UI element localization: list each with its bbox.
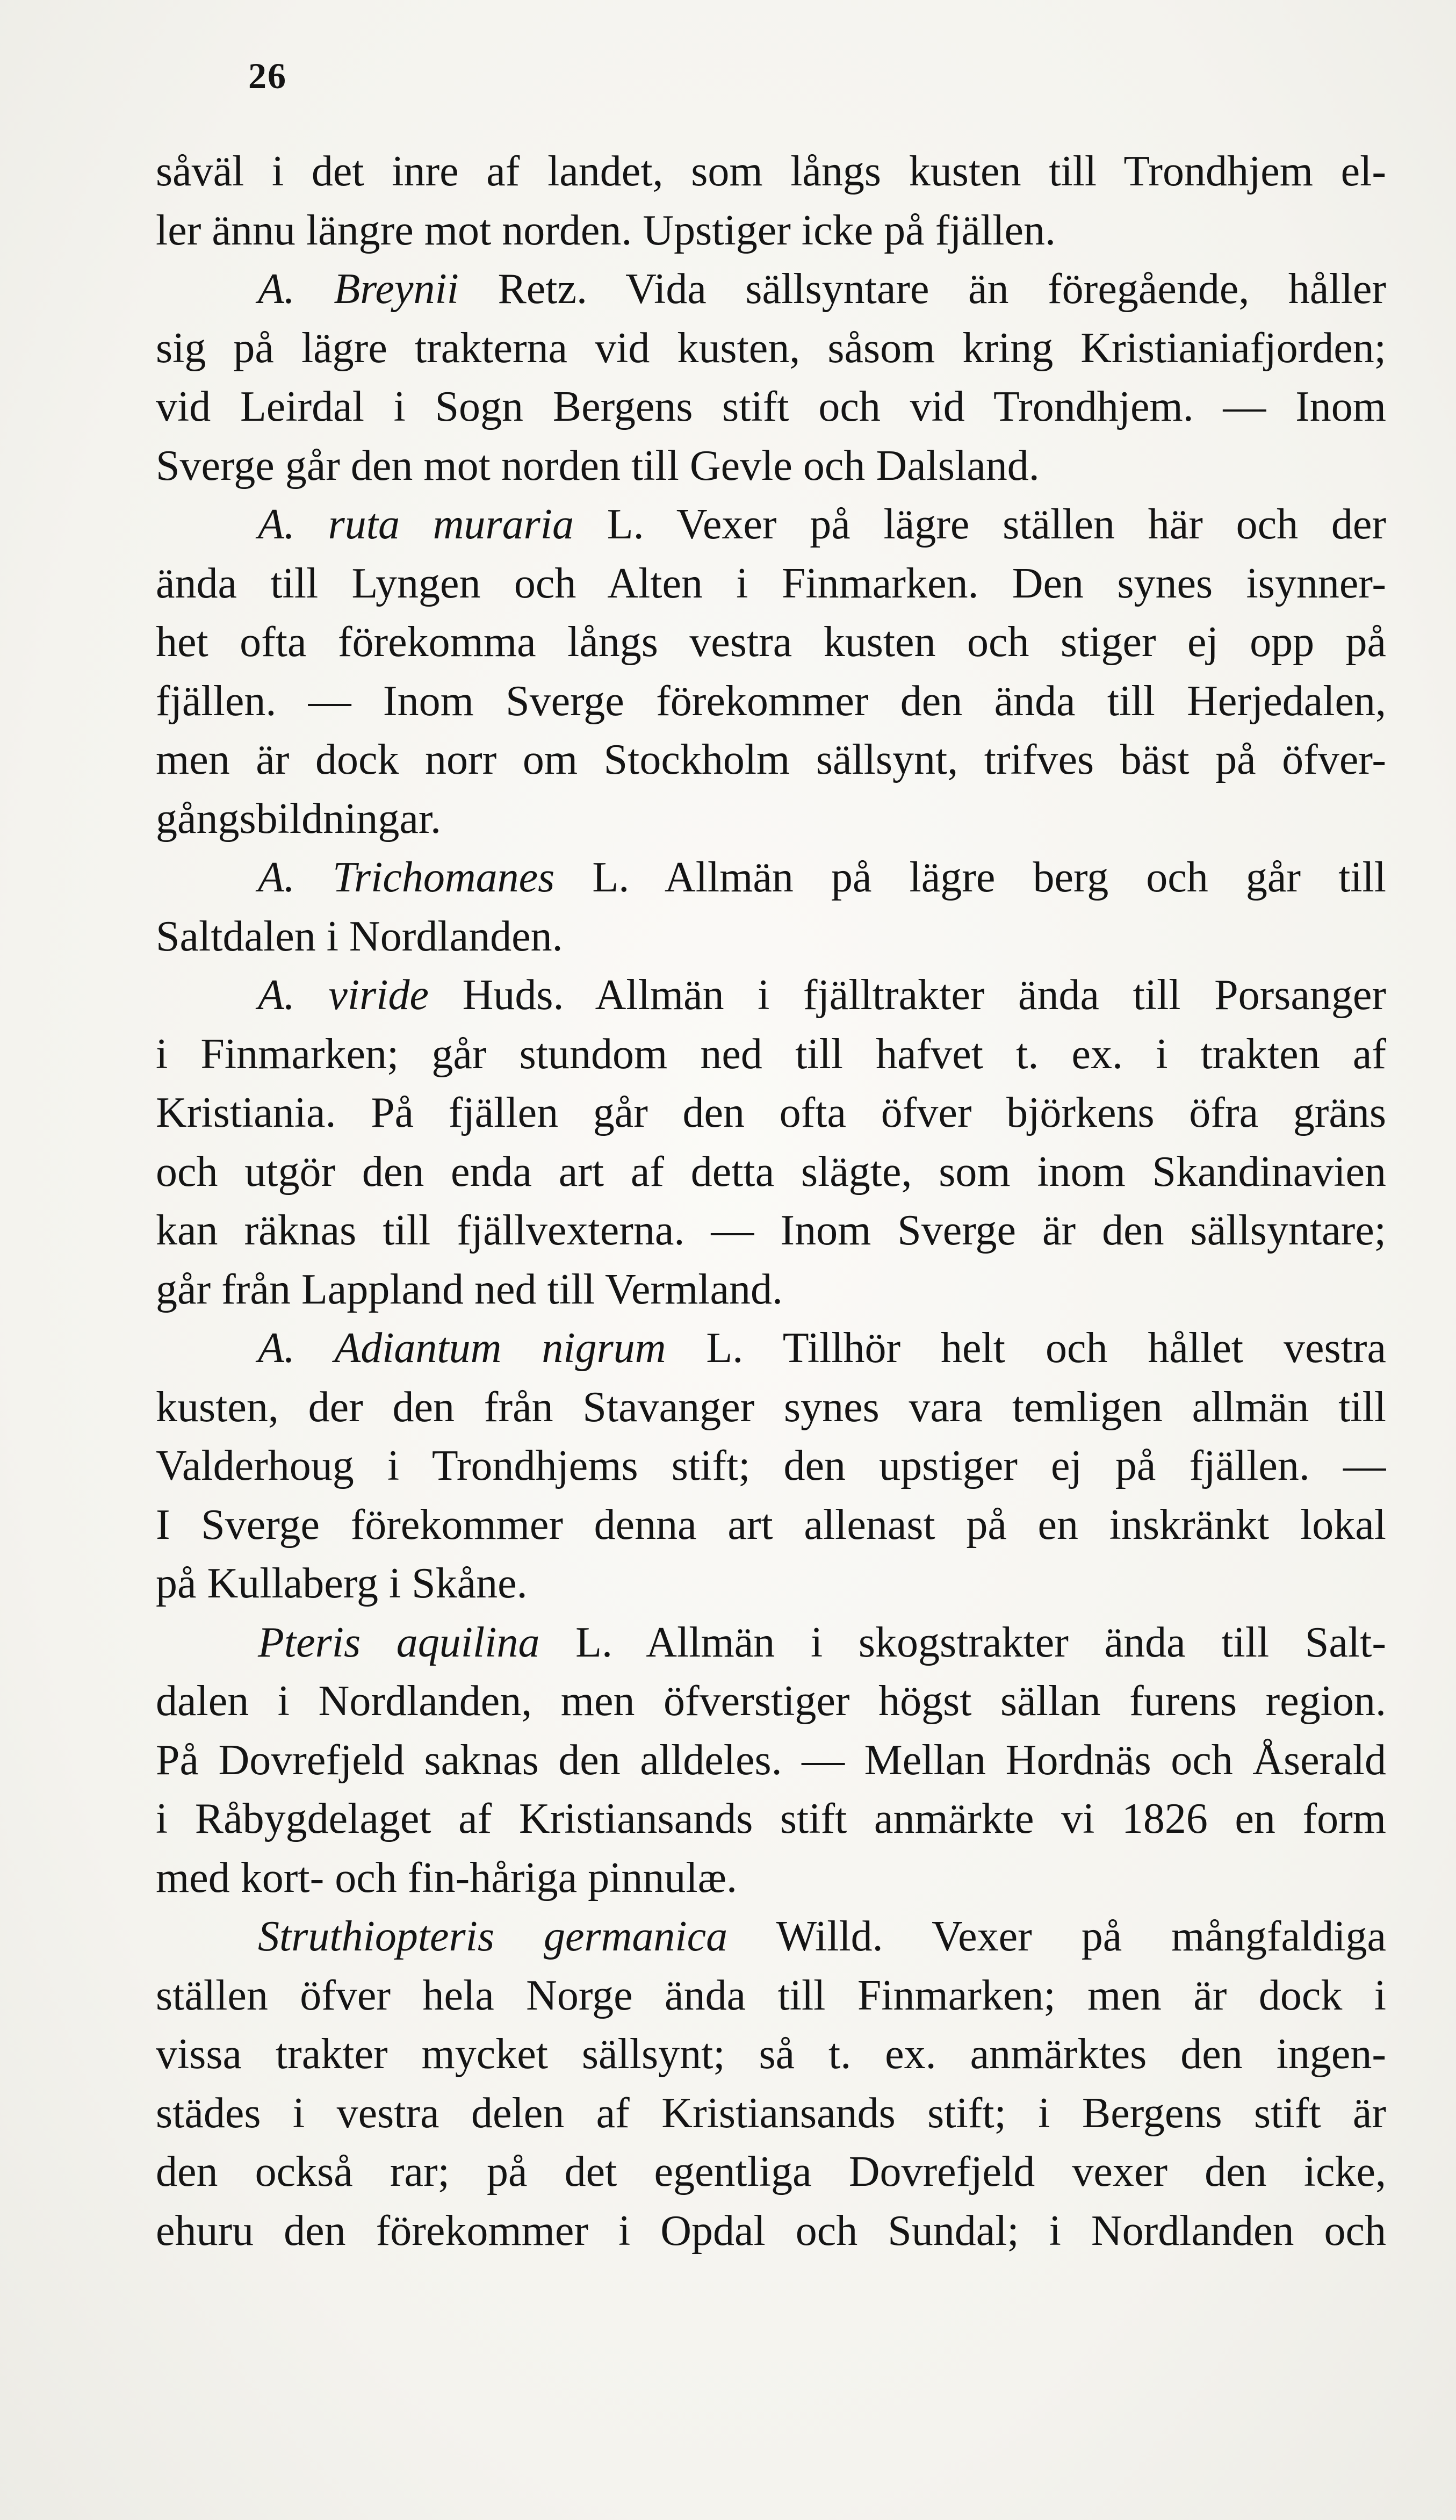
text-line xyxy=(156,790,1386,849)
text-segment: Retz. Vida sällsyntare än föregående, håller xyxy=(458,265,1386,313)
species-name: A. Adiantum nigrum xyxy=(258,1324,666,1372)
text-line xyxy=(156,1437,1386,1496)
text-line xyxy=(156,966,1386,1025)
text-segment: Valderhoug i Trondhjems stift; den upstiger ej på fjällen. — xyxy=(156,1442,1386,1489)
text-segment: men är dock norr om Stockholm sällsynt, trifves bäst på öfver- xyxy=(156,736,1386,783)
text-segment: het ofta förekomma långs vestra kusten och stiger ej opp på xyxy=(156,618,1386,666)
text-segment: i Råbygdelaget af Kristiansands stift anmärkte vi 1826 en form xyxy=(156,1795,1386,1842)
text-line xyxy=(156,1790,1386,1849)
text-line xyxy=(156,1201,1386,1261)
text-segment: med kort- och fin-håriga pinnulæ. xyxy=(156,1854,737,1902)
species-name: A. viride xyxy=(258,971,429,1019)
text-line xyxy=(156,672,1386,731)
text-segment: Huds. Allmän i fjälltrakter ända till Porsanger xyxy=(429,971,1386,1019)
text-segment: sig på lägre trakterna vid kusten, såsom kring Kristianiafjorden; xyxy=(156,324,1386,372)
text-line xyxy=(156,908,1386,967)
text-segment: vid Leirdal i Sogn Bergens stift och vid Trondhjem. — Inom xyxy=(156,383,1386,430)
species-name: A. ruta muraria xyxy=(258,501,574,548)
text-segment: vissa trakter mycket sällsynt; så t. ex. anmärktes den ingen- xyxy=(156,2031,1386,2078)
text-line xyxy=(156,260,1386,319)
text-line xyxy=(156,437,1386,496)
page-number: 26 xyxy=(248,55,287,96)
text-line xyxy=(156,1907,1386,1967)
text-segment: såväl i det inre af landet, som långs kusten till Trondhjem el- xyxy=(156,148,1386,195)
text-segment: ler ännu längre mot norden. Upstiger icke på fjällen. xyxy=(156,206,1056,254)
text-segment: Sverge går den mot norden till Gevle och Dalsland. xyxy=(156,442,1040,489)
text-segment: i Finmarken; går stundom ned till hafvet t. ex. i trakten af xyxy=(156,1030,1386,1078)
species-name: A. Trichomanes xyxy=(258,854,555,901)
text-segment: Saltdalen i Nordlanden. xyxy=(156,912,563,960)
text-segment: och utgör den enda art af detta slägte, som inom Skandinavien xyxy=(156,1148,1386,1196)
text-segment: den också rar; på det egentliga Dovrefjeld vexer den icke, xyxy=(156,2148,1386,2195)
text-line xyxy=(156,613,1386,672)
text-line xyxy=(156,1614,1386,1673)
text-segment: fjällen. — Inom Sverge förekommer den ända till Herjedalen, xyxy=(156,677,1386,725)
text-line xyxy=(156,1143,1386,1202)
body-text xyxy=(156,142,1386,2260)
text-segment: Kristiania. På fjällen går den ofta öfver björkens öfra gräns xyxy=(156,1089,1386,1136)
text-line xyxy=(156,201,1386,261)
text-line xyxy=(156,1084,1386,1143)
text-segment: kan räknas till fjällvexterna. — Inom Sverge är den sällsyntare; xyxy=(156,1207,1386,1254)
text-line xyxy=(156,1554,1386,1614)
text-segment: gångsbildningar. xyxy=(156,795,442,843)
text-segment: ända till Lyngen och Alten i Finmarken. Den synes isynner- xyxy=(156,559,1386,607)
species-name: Pteris aquilina xyxy=(258,1618,540,1666)
text-line xyxy=(156,495,1386,555)
text-line xyxy=(156,1378,1386,1437)
text-line xyxy=(156,2025,1386,2084)
text-segment: L. Vexer på lägre ställen här och der xyxy=(574,501,1386,548)
text-line xyxy=(156,1967,1386,2026)
text-line xyxy=(156,1849,1386,1908)
text-line xyxy=(156,1319,1386,1378)
text-line xyxy=(156,319,1386,378)
text-segment: Willd. Vexer på mångfaldiga xyxy=(727,1913,1386,1960)
species-name: Struthiopteris germanica xyxy=(258,1913,728,1960)
text-line xyxy=(156,2084,1386,2143)
text-segment: L. Allmän på lägre berg och går till xyxy=(554,854,1386,901)
text-segment: på Kullaberg i Skåne. xyxy=(156,1560,528,1607)
text-segment: dalen i Nordlanden, men öfverstiger högst sällan furens region. xyxy=(156,1677,1386,1725)
text-segment: På Dovrefjeld saknas den alldeles. — Mellan Hordnäs och Åserald xyxy=(156,1736,1386,1784)
text-segment: L. Allmän i skogstrakter ända till Salt- xyxy=(539,1618,1386,1666)
text-line xyxy=(156,1261,1386,1320)
text-line xyxy=(156,1496,1386,1555)
text-segment: kusten, der den från Stavanger synes vara temligen allmän till xyxy=(156,1383,1386,1431)
text-segment: ställen öfver hela Norge ända till Finmarken; men är dock i xyxy=(156,1971,1386,2019)
text-segment: L. Tillhör helt och hållet vestra xyxy=(666,1324,1386,1372)
text-line xyxy=(156,142,1386,201)
text-segment: ehuru den förekommer i Opdal och Sundal; i Nordlanden och xyxy=(156,2207,1386,2255)
text-line xyxy=(156,848,1386,908)
text-line xyxy=(156,1731,1386,1790)
text-segment: går från Lappland ned till Vermland. xyxy=(156,1265,783,1313)
text-line xyxy=(156,2202,1386,2261)
text-line xyxy=(156,2143,1386,2202)
species-name: A. Breynii xyxy=(258,265,459,313)
text-line xyxy=(156,378,1386,437)
text-line xyxy=(156,1025,1386,1084)
text-line xyxy=(156,731,1386,790)
text-line xyxy=(156,1672,1386,1731)
text-segment: I Sverge förekommer denna art allenast på en inskränkt lokal xyxy=(156,1501,1386,1549)
text-segment: städes i vestra delen af Kristiansands stift; i Bergens stift är xyxy=(156,2089,1386,2137)
text-line xyxy=(156,555,1386,614)
